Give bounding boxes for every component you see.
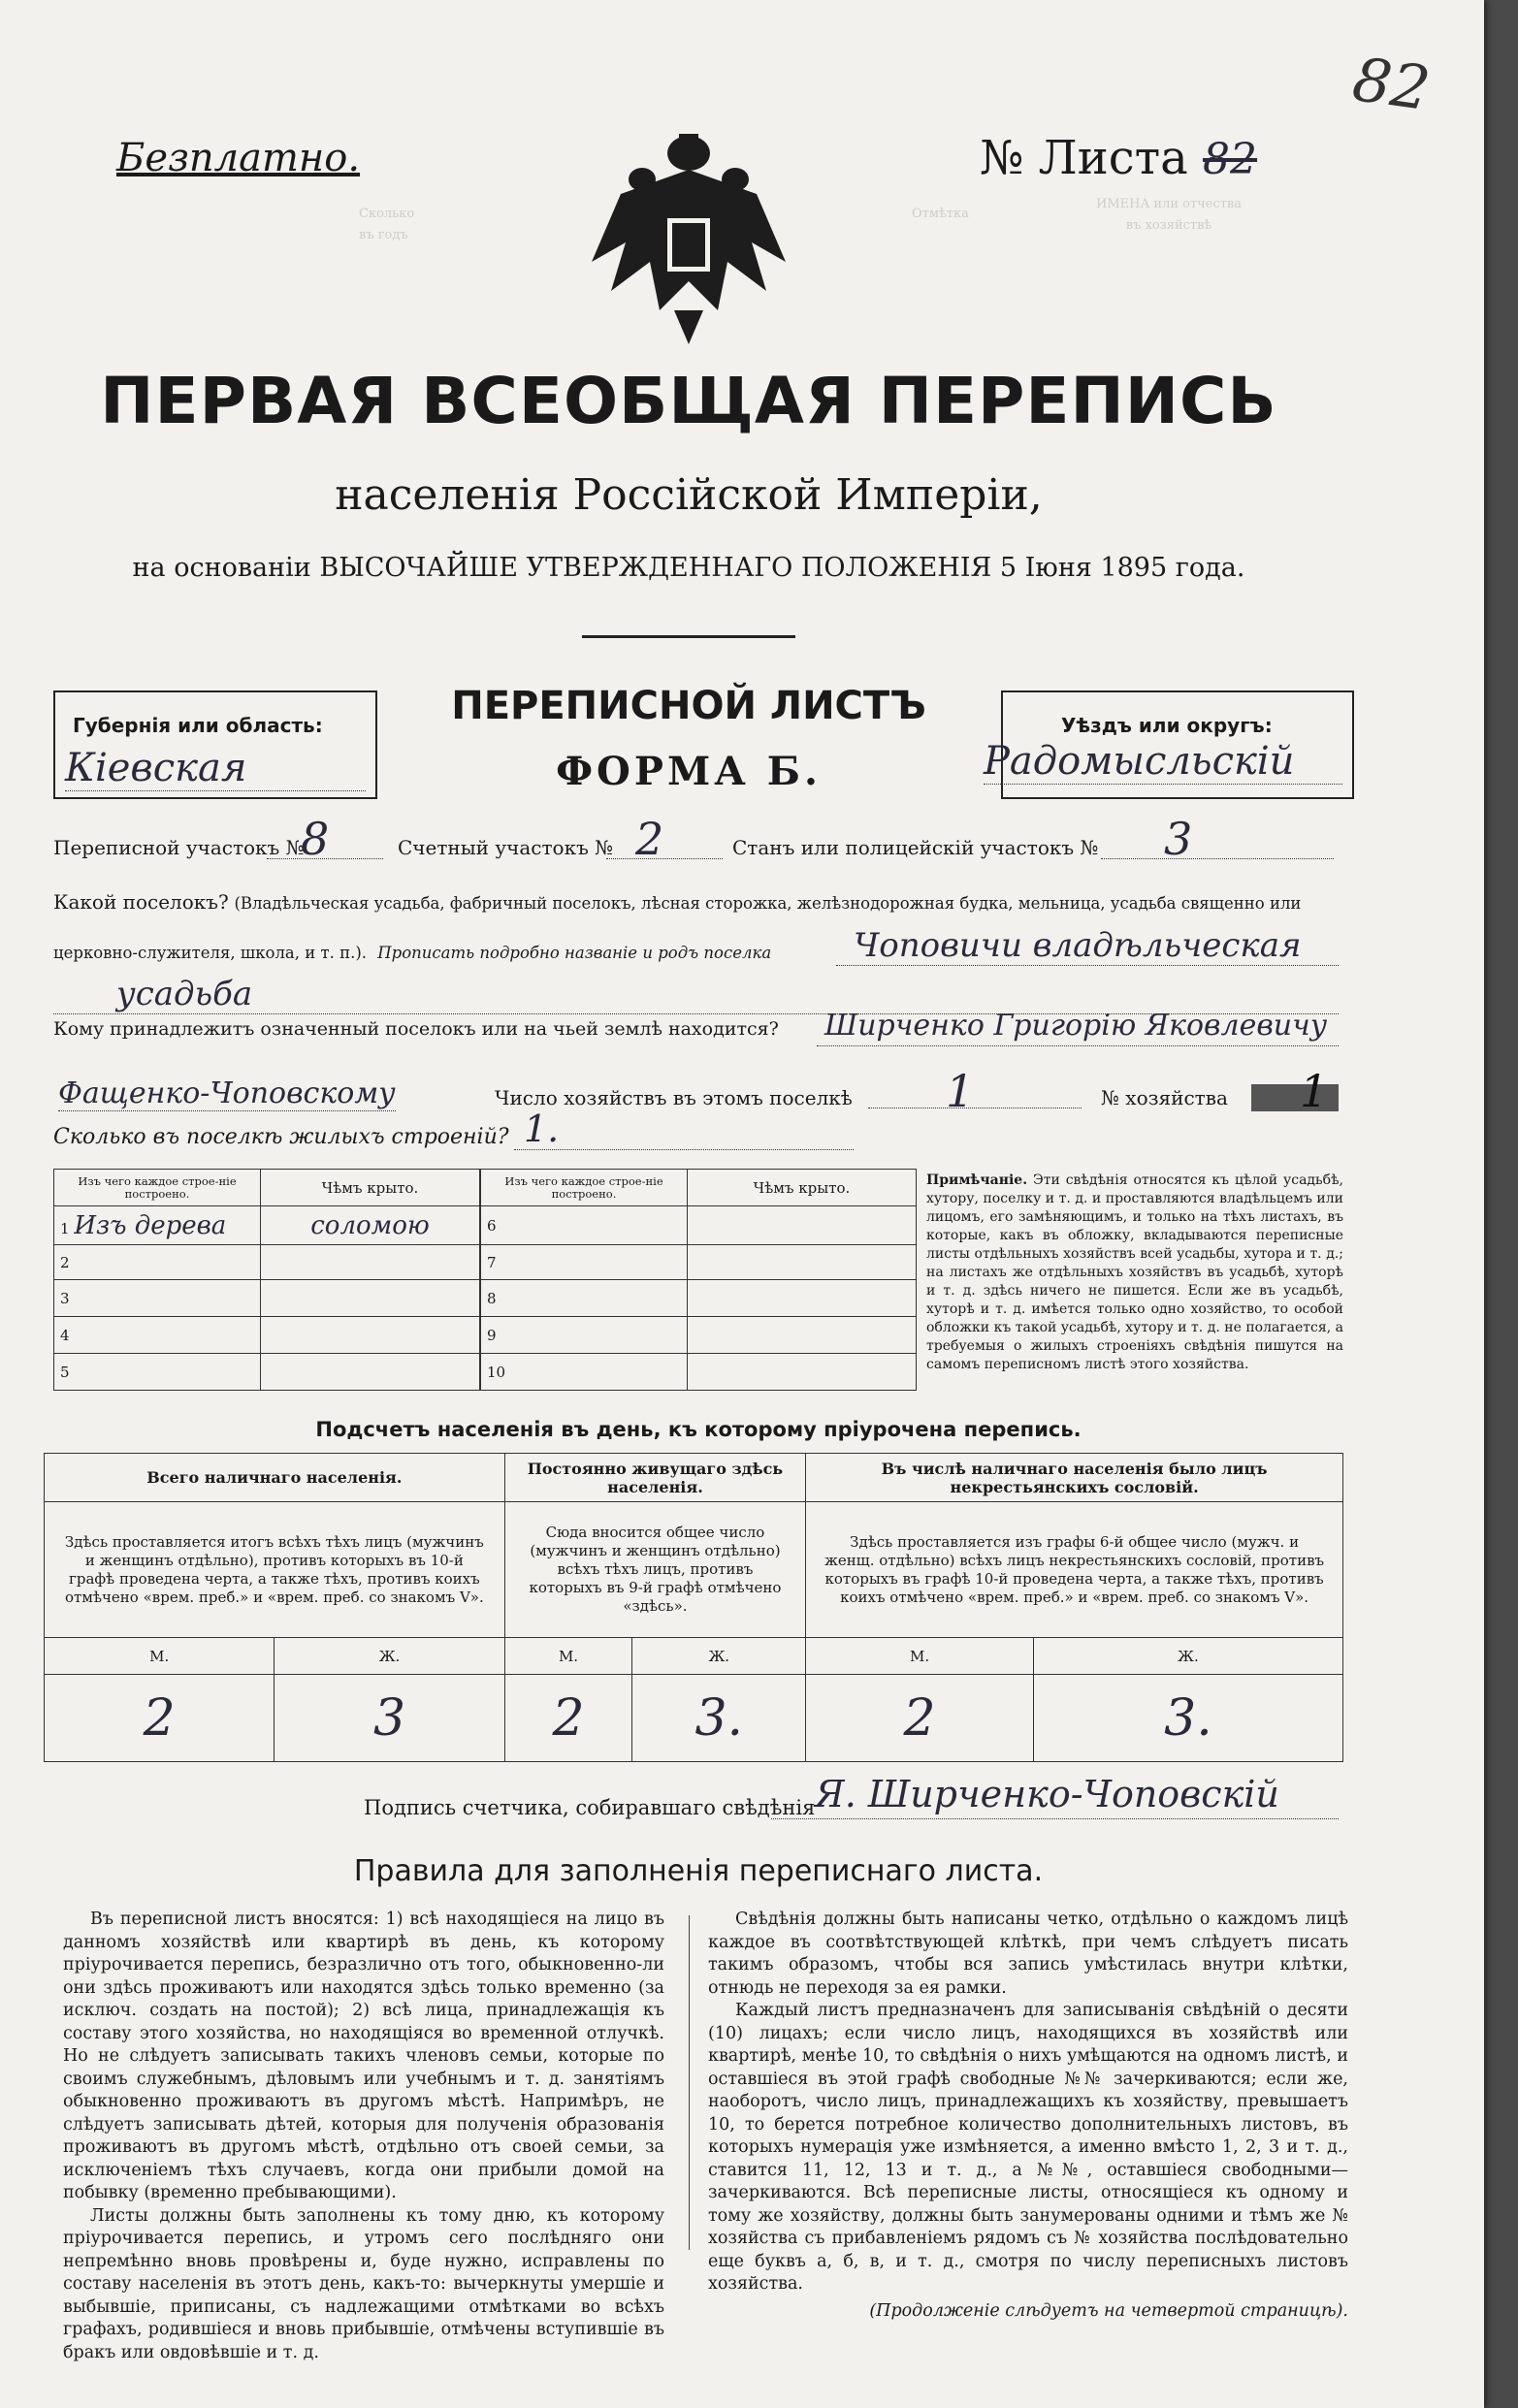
census-section-label: Переписной участокъ № bbox=[53, 836, 305, 859]
permanent-m: 2 bbox=[504, 1675, 632, 1762]
settlement-hint-line2 bbox=[53, 944, 771, 962]
district-value: Радомысльскій bbox=[984, 739, 1342, 785]
census-sheet: 82 Сколько въ годъ Отмѣтка ИМЕНА или отчества въ хозяйствѣ Безплатно. № Листа 82 ПЕРВАЯ ВСЕОБЩАЯ ПЕРЕПИСЬ населенія Россійской Имперіи, на основаніи ВЫСОЧАЙШЕ УТВЕРЖДЕННАГО ПОЛОЖЕНІЯ 5 Іюня 1895 года. Губернія или область: Кіевская ПЕРЕПИСНОЙ ЛИСТЪ ФОРМА Б. Уѣздъ или округъ: Радомысльскій Переписной участокъ № 8 Счетный участокъ № 2 Станъ или полицейскій участокъ № 3 Какой поселокъ? (Владѣльческая усадьба, фабричный поселокъ, лѣсная сторожка, желѣзнодорожная будка, мельница, усадьба священно или церковно-служителя, школа, и т. п.). Прописать подробно названіе и родъ поселка Чоповичи владѣльческая усадьба Кому принадлежитъ означенный поселокъ или на чьей землѣ находится? Ширченко Григорію Яковлевичу Фащенко-Чоповскому Число хозяйствъ въ этомъ поселкѣ 1 № хозяйства 1 Сколько въ поселкѣ жилыхъ строеній? 1. Изъ чего каждое строе-ніе построено. Чѣмъ крыто. 1 Изъ дерева соломою 2 3 4 5 Изъ чего каждое строе-ніе построено. Чѣмъ крыто. 6 7 8 9 10 Примѣчаніе. Эти свѣдѣнія относятся къ цѣлой усадьбѣ, хутору, поселку и т. д. и проставляются владѣльцемъ или лицомъ, его замѣняющимъ, и только на тѣхъ листахъ, въ которые, какъ въ обложку, вкладываются переписные листы отдѣльныхъ хозяйствъ всей усадьбы, хутора и т. д.; на листахъ же отдѣльныхъ хозяйствъ въ усадьбѣ, хуторѣ и т. д. здѣсь ничего не пишется. Если же въ усадьбѣ, хуторѣ и т. д. имѣется только одно хозяйство, то особой обложки къ такой усадьбѣ, хутору и т. д. не полагается, а требуемыя о жилыхъ строеніяхъ свѣдѣнія пишутся на самомъ переписномъ листѣ этого хозяйства. Подсчетъ населенія въ день, къ которому пріурочена перепись. Всего наличнаго населенія. Постоянно живущаго здѣсь населенія. Въ числѣ наличнаго населенія было лицъ некрестьянскихъ сословій. Здѣсь проставляется итогъ всѣхъ тѣхъ лицъ (мужчинъ и женщинъ отдѣльно), противъ которыхъ въ 10-й графѣ проведена черта, а также тѣхъ, противъ коихъ отмѣчено «врем. преб.» и «врем. преб. со знакомъ V». Сюда вносится общее число (мужчинъ и женщинъ отдѣльно) всѣхъ тѣхъ лицъ, противъ которыхъ въ 9-й графѣ отмѣчено «здѣсь». Здѣсь проставляется изъ графы 6-й общее число (мужч. и женщ. отдѣльно) всѣхъ лицъ некрестьянскихъ сословій, противъ которыхъ въ графѣ 10-й проведена черта, а также тѣхъ, противъ коихъ отмѣчено «врем. преб.» и «врем. преб. со знакомъ V». М. Ж. М. Ж. М. Ж. 2 3 2 3. 2 3. Подпись счетчика, собиравшаго свѣдѣнія Я. Ширченко-Чоповскій Правила для заполненія переписнаго листа. Въ переписной листъ вносятся: 1) всѣ находящіеся на лицо въ данномъ хозяйствѣ или квартирѣ въ день, къ которому пріурочивается перепись, безразлично отъ того, обыкновенно-ли они здѣсь проживаютъ или находятся здѣсь только временно (за исключ. создать на постой); 2) всѣ лица, принадлежащія къ составу этого хозяйства, но находящіяся во временной отлучкѣ. Но не слѣдуетъ записывать такихъ членовъ семьи, которые по своимъ служебнымъ, дѣловымъ или учебнымъ и т. д. занятіямъ обыкновенно проживаютъ въ другомъ мѣстѣ. Напримѣръ, не слѣдуетъ записывать дѣтей, которыя для полученія образованія проживаютъ въ другомъ мѣстѣ, отдѣльно отъ своей семьи, за исключеніемъ тѣхъ случаевъ, когда они прибыли домой на побывку (временно пребывающими). Листы должны быть заполнены къ тому дню, къ которому пріурочивается перепись, и утромъ сего послѣдняго они непремѣнно вновь провѣрены и, буде нужно, исправлены по составу населенія въ этотъ день, какъ-то: вычеркнуты умершіе и выбывшіе, приписаны, съ надлежащими отмѣтками во всѣхъ графахъ, родившіеся и вновь прибывшіе, отмѣчены вступившіе въ бракъ или овдовѣвшіе и т. д. Свѣдѣнія должны быть написаны четко, отдѣльно о каждомъ лицѣ каждое въ соотвѣтствующей клѣткѣ, при чемъ слѣдуетъ писать такимъ образомъ, чтобы вся запись умѣстилась внутри клѣтки, отнюдь не переходя за ея рамки. Каждый листъ предназначенъ для записыванія свѣдѣній о десяти (10) лицахъ; если число лицъ, находящихся въ хозяйствѣ или квартирѣ, менѣе 10, то свѣдѣнія о нихъ умѣщаются на одномъ листѣ, и оставшіеся въ этой графѣ свободные №№ зачеркиваются; если же, наоборотъ, число лицъ, принадлежащихъ къ хозяйству, превышаетъ 10, то берется потребное количество дополнительныхъ листовъ, въ которыхъ нумерація уже измѣняется, а именно вмѣсто 1, 2, 3 и т. д., ставится 11, 12, 13 и т. д., а №№, оставшіеся свободными—зачеркиваются. Всѣ переписные листы, относящіеся къ одному и тому же хозяйству, должны быть занумерованы одними и тѣмъ же № хозяйства съ прибавленіемъ рядомъ съ № хозяйства послѣдовательно еще буквъ а, б, в, и т. д., смотря по числу переписныхъ листовъ хозяйства. (Продолженіе слѣдуетъ на четвертой страницѣ). bbox=[0, 0, 1484, 2408]
note-text: Эти свѣдѣнія относятся къ цѣлой усадьбѣ, хутору, поселку и т. д. и проставляются владѣльцемъ или лицомъ, его замѣняющимъ, и только на тѣхъ листахъ, въ которые, какъ въ обложку, вкладываются переписные листы отдѣльныхъ хозяйствъ всей усадьбы, хутора и т. д.; на листахъ же отдѣльныхъ хозяйствъ въ усадьбѣ, хуторѣ и т. д. здѣсь ничего не пишется. Если же въ усадьбѣ, хуторѣ и т. д. имѣется только одно хозяйство, то особой обложки къ такой усадьбѣ, хутору и т. д. не полагается, а требуемыя о жилыхъ строеніяхъ свѣдѣнія пишутся на самомъ переписномъ листѣ этого хозяйства. bbox=[926, 1172, 1343, 1372]
signature-value: Я. Ширченко-Чоповскій bbox=[815, 1773, 1279, 1815]
district-box bbox=[984, 690, 1354, 799]
building-row-3: 3 bbox=[54, 1280, 261, 1317]
buildings-table-left bbox=[53, 1169, 480, 1391]
nonpeasant-m: 2 bbox=[806, 1675, 1034, 1762]
nonpeasant-f: 3. bbox=[1033, 1675, 1342, 1762]
building-row-6: 6 bbox=[481, 1206, 688, 1245]
count-title: Подсчетъ населенія въ день, къ которому пріурочена перепись. bbox=[315, 1418, 1082, 1441]
building-row-9: 9 bbox=[481, 1317, 688, 1354]
col-roof-header: Чѣмъ крыто. bbox=[261, 1170, 480, 1206]
f-label-3: Ж. bbox=[1033, 1638, 1342, 1675]
title-rule bbox=[582, 635, 795, 638]
sheet-number-value: 82 bbox=[1203, 135, 1258, 184]
col-built-header-right: Изъ чего каждое строе-ніе построено. bbox=[481, 1170, 688, 1206]
households-label: Число хозяйствъ въ этомъ поселкѣ bbox=[495, 1086, 853, 1109]
households-value: 1 bbox=[946, 1065, 975, 1117]
settlement-hint-2: церковно-служителя, школа, и т. п.). bbox=[53, 944, 368, 962]
building-row-2: 2 bbox=[54, 1245, 261, 1280]
rules-right-column bbox=[708, 1909, 1348, 2323]
archive-number: 82 bbox=[1348, 43, 1435, 125]
free-label: Безплатно. bbox=[116, 136, 361, 180]
count-col2-desc: Сюда вносится общее число (мужчинъ и женщинъ отдѣльно) всѣхъ тѣхъ лицъ, противъ которыхъ въ 9-й графѣ отмѣчено «здѣсь». bbox=[504, 1502, 806, 1638]
district-label: Уѣздъ или округъ: bbox=[1061, 714, 1273, 737]
rules-left-p2: Листы должны быть заполнены къ тому дню, къ которому пріурочивается перепись, и утромъ сего послѣдняго они непремѣнно вновь провѣрены и, буде нужно, исправлены по составу населенія въ этотъ день, какъ-то: вычеркнуты умершіе и выбывшіе, приписаны, съ надлежащими отмѣтками во всѣхъ графахъ, родившіеся и вновь прибывшіе, отмѣчены вступившіе въ бракъ или овдовѣвшіе и т. д. bbox=[63, 2205, 664, 2362]
roof-row-1: соломою bbox=[261, 1206, 480, 1245]
sheet-number-label bbox=[980, 131, 1257, 185]
count-table bbox=[44, 1453, 1343, 1762]
building-row-10: 10 bbox=[481, 1354, 688, 1391]
settlement-hint-italic: Прописать подробно названіе и родъ поселка bbox=[377, 944, 772, 962]
note-label: Примѣчаніе. bbox=[926, 1172, 1028, 1188]
rules-right-p1: Свѣдѣнія должны быть написаны четко, отдѣльно о каждомъ лицѣ каждое въ соотвѣтствующей клѣткѣ, при чемъ слѣдуетъ писать такимъ образомъ, чтобы вся запись умѣстилась внутри клѣтки, отнюдь не переходя за ея рамки. bbox=[708, 1910, 1348, 1998]
building-row-5: 5 bbox=[54, 1354, 261, 1391]
count-section-label: Счетный участокъ № bbox=[398, 836, 614, 859]
settlement-hint: (Владѣльческая усадьба, фабричный поселокъ, лѣсная сторожка, желѣзнодорожная будка, мельница, усадьба священно или bbox=[234, 894, 1302, 913]
count-section-value: 2 bbox=[635, 813, 664, 865]
note bbox=[926, 1172, 1343, 1374]
count-col3-head: Въ числѣ наличнаго населенія было лицъ некрестьянскихъ сословій. bbox=[806, 1454, 1343, 1502]
household-no-value: 1 bbox=[1300, 1065, 1329, 1117]
buildings-table-right bbox=[480, 1169, 917, 1391]
province-value: Кіевская bbox=[65, 746, 366, 791]
form-type: ФОРМА Б. bbox=[556, 749, 822, 794]
m-label-3: М. bbox=[806, 1638, 1034, 1675]
rules-divider bbox=[689, 1915, 690, 2250]
count-col1-head: Всего наличнаго населенія. bbox=[45, 1454, 505, 1502]
m-label-1: М. bbox=[45, 1638, 275, 1675]
total-m: 2 bbox=[45, 1675, 275, 1762]
col-built-header: Изъ чего каждое строе-ніе построено. bbox=[54, 1170, 261, 1206]
settlement-value-2: усадьба bbox=[116, 975, 253, 1013]
police-section-value: 3 bbox=[1164, 813, 1193, 865]
subtitle: населенія Россійской Имперіи, bbox=[335, 470, 1043, 520]
sheet-number-text: № Листа bbox=[980, 131, 1188, 185]
province-box bbox=[53, 690, 377, 799]
owner-value-2: Фащенко-Чоповскому bbox=[58, 1076, 396, 1110]
count-col3-desc: Здѣсь проставляется изъ графы 6-й общее число (мужч. и женщ. отдѣльно) всѣхъ лицъ некрестьянскихъ сословій, противъ которыхъ въ графѣ 10-й проведена черта, а также тѣхъ, противъ коихъ отмѣчено «врем. преб.» и «врем. преб. со знакомъ V». bbox=[806, 1502, 1343, 1638]
signature-label: Подпись счетчика, собиравшаго свѣдѣнія bbox=[364, 1796, 816, 1819]
permanent-f: 3. bbox=[632, 1675, 806, 1762]
coat-of-arms-icon bbox=[582, 126, 795, 349]
building-row-4: 4 bbox=[54, 1317, 261, 1354]
rules-title: Правила для заполненія переписнаго листа. bbox=[353, 1854, 1044, 1888]
settlement-value-1: Чоповичи владѣльческая bbox=[854, 926, 1302, 965]
rules-right-p2: Каждый листъ предназначенъ для записыванія свѣдѣній о десяти (10) лицахъ; если число лицъ, находящихся въ хозяйствѣ или квартирѣ, менѣе 10, то свѣдѣнія о нихъ умѣщаются на одномъ листѣ, и оставшіеся въ этой графѣ свободные №№ зачеркиваются; если же, наоборотъ, число лицъ, принадлежащихъ къ хозяйству, превышаетъ 10, то берется потребное количество дополнительныхъ листовъ, въ которыхъ нумерація уже измѣняется, а именно вмѣсто 1, 2, 3 и т. д., ставится 11, 12, 13 и т. д., а №№, оставшіеся свободными—зачеркиваются. Всѣ переписные листы, относящіеся къ одному и тому же хозяйству, должны быть занумерованы одними и тѣмъ же № хозяйства съ прибавленіемъ рядомъ съ № хозяйства послѣдовательно еще буквъ а, б, в, и т. д., смотря по числу переписныхъ листовъ хозяйства. bbox=[708, 2001, 1348, 2294]
rules-left-column bbox=[63, 1909, 664, 2364]
f-label-1: Ж. bbox=[275, 1638, 504, 1675]
buildings-value: 1. bbox=[524, 1108, 560, 1150]
province-label: Губернія или область: bbox=[73, 714, 323, 737]
count-col1-desc: Здѣсь проставляется итогъ всѣхъ тѣхъ лицъ (мужчинъ и женщинъ отдѣльно), противъ которыхъ въ 10-й графѣ проведена черта, а также тѣхъ, противъ коихъ отмѣчено «врем. преб.» и «врем. преб. со знакомъ V». bbox=[45, 1502, 505, 1638]
total-f: 3 bbox=[275, 1675, 504, 1762]
settlement-label-line bbox=[53, 890, 1353, 914]
building-row-8: 8 bbox=[481, 1280, 688, 1317]
owner-label: Кому принадлежитъ означенный поселокъ или на чьей землѣ находится? bbox=[53, 1018, 779, 1040]
building-row-1: 1 Изъ дерева bbox=[54, 1206, 261, 1245]
police-section-label: Станъ или полицейскій участокъ № bbox=[732, 836, 1099, 859]
household-no-label: № хозяйства bbox=[1101, 1086, 1228, 1109]
buildings-label: Сколько въ поселкѣ жилыхъ строеній? bbox=[53, 1125, 509, 1149]
basis-line: на основаніи ВЫСОЧАЙШЕ УТВЕРЖДЕННАГО ПОЛОЖЕНІЯ 5 Іюня 1895 года. bbox=[132, 553, 1245, 583]
form-name: ПЕРЕПИСНОЙ ЛИСТЪ bbox=[451, 684, 926, 728]
rules-continued: (Продолженіе слѣдуетъ на четвертой страницѣ). bbox=[869, 2300, 1348, 2321]
building-row-7: 7 bbox=[481, 1245, 688, 1280]
count-col2-head: Постоянно живущаго здѣсь населенія. bbox=[504, 1454, 806, 1502]
settlement-label: Какой поселокъ? bbox=[53, 890, 229, 914]
owner-value-1: Ширченко Григорію Яковлевичу bbox=[824, 1009, 1328, 1043]
census-section-value: 8 bbox=[301, 813, 330, 865]
m-label-2: М. bbox=[504, 1638, 632, 1675]
f-label-2: Ж. bbox=[632, 1638, 806, 1675]
main-title: ПЕРВАЯ ВСЕОБЩАЯ ПЕРЕПИСЬ bbox=[100, 364, 1277, 438]
col-roof-header-right: Чѣмъ крыто. bbox=[688, 1170, 917, 1206]
rules-left-p1: Въ переписной листъ вносятся: 1) всѣ находящіеся на лицо въ данномъ хозяйствѣ или квартирѣ въ день, къ которому пріурочивается перепись, безразлично отъ того, обыкновенно-ли они здѣсь проживаютъ или находятся здѣсь только временно (за исключ. создать на постой); 2) всѣ лица, принадлежащія къ составу этого хозяйства, но находящіяся во временной отлучкѣ. Но не слѣдуетъ записывать такихъ членовъ семьи, которые по своимъ служебнымъ, дѣловымъ или учебнымъ и т. д. занятіямъ обыкновенно проживаютъ въ другомъ мѣстѣ. Напримѣръ, не слѣдуетъ записывать дѣтей, которыя для полученія образованія проживаютъ въ другомъ мѣстѣ, отдѣльно отъ своей семьи, за исключеніемъ тѣхъ случаевъ, когда они прибыли домой на побывку (временно пребывающими). bbox=[63, 1910, 664, 2202]
